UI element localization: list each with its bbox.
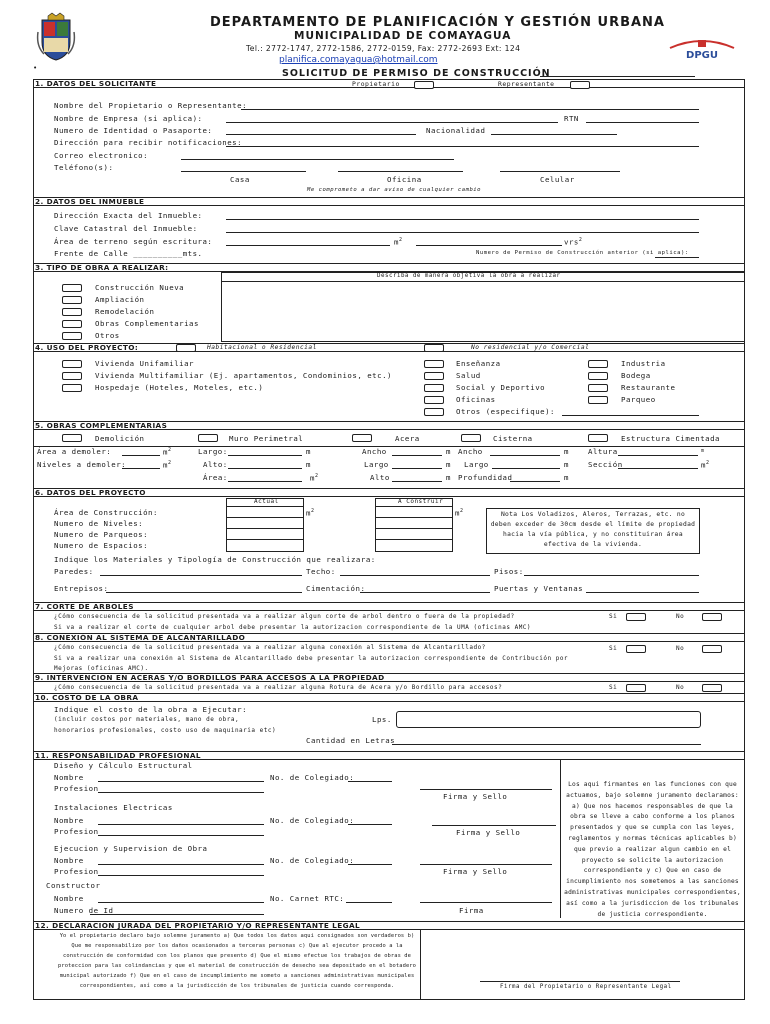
sidewalk-width-label: Ancho — [362, 447, 387, 456]
tree-question: ¿Cómo consecuencia de la solicitud presentada va a realizar algun corte de arbol dentro o fuera de la propiedad? — [54, 613, 515, 620]
section-10-header: 10. COSTO DE LA OBRA — [33, 693, 745, 702]
property-address-label: Dirección Exacta del Inmueble: — [54, 211, 203, 220]
sidewalk-width-field[interactable] — [392, 455, 442, 456]
name-label: Nombre — [54, 856, 84, 865]
foundation-height-label: Altura — [588, 447, 618, 456]
use-checkbox[interactable] — [62, 372, 82, 380]
parking-label: Numero de Parqueos: — [54, 530, 149, 539]
amount-words-field[interactable] — [392, 744, 701, 745]
use-label: Hospedaje (Hoteles, Moteles, etc.) — [95, 383, 264, 392]
commercial-label: No residencial y/o Comercial — [471, 344, 590, 351]
colegiado-label: No. de Colegiado: — [270, 856, 355, 865]
profession-label: Profesion — [54, 784, 99, 793]
cadastral-field[interactable] — [226, 232, 699, 233]
roof-label: Techo: — [306, 567, 336, 576]
profession-label: Profesion — [54, 867, 99, 876]
m-unit: m — [446, 473, 451, 482]
propietario-label: Propietario — [352, 80, 400, 88]
id-field[interactable] — [226, 134, 416, 135]
casa-label: Casa — [230, 175, 250, 184]
work-type-label: Otros — [95, 331, 120, 340]
mezzanine-label: Entrepisos: — [54, 584, 109, 593]
company-field[interactable] — [226, 122, 558, 123]
si-label: Si — [609, 613, 618, 620]
sidewalk-height-label: Alto — [370, 473, 390, 482]
use-label: Restaurante — [621, 383, 676, 392]
lps-label: Lps. — [372, 715, 392, 724]
wall-height-field[interactable] — [228, 468, 302, 469]
land-area-label: Área de terreno según escritura: — [54, 237, 213, 246]
m2-unit: $m^2$ — [701, 460, 710, 470]
rtn-field[interactable] — [586, 122, 699, 123]
demolition-label: Demolición — [95, 434, 145, 443]
owner-name-label: Nombre del Propietario o Representante: — [54, 101, 248, 110]
oficina-label: Oficina — [387, 175, 422, 184]
actual-header: Actual — [254, 498, 279, 505]
name-label: Nombre — [54, 773, 84, 782]
cost-include-1: (incluir costos por materiales, mano de obra, — [54, 716, 240, 723]
propietario-checkbox[interactable] — [414, 81, 434, 89]
colegiado-label: No. de Colegiado: — [270, 773, 355, 782]
sidewalk-length-label: Largo — [364, 460, 389, 469]
celular-label: Celular — [540, 175, 575, 184]
dpgu-logo — [664, 36, 740, 62]
doors-field[interactable] — [586, 592, 699, 593]
use-checkbox[interactable] — [424, 396, 444, 404]
m2-unit: $m^2$ — [455, 508, 464, 518]
street-front-label: Frente de Calle __________mts. — [54, 249, 203, 258]
m2-unit: $m^2$ — [163, 460, 172, 470]
section-3-header: 3. TIPO DE OBRA A REALIZAR: — [33, 263, 745, 272]
cost-amount-field[interactable] — [396, 711, 701, 728]
mezzanine-field[interactable] — [106, 592, 302, 593]
foundation-mat-label: Cimentación: — [306, 584, 366, 593]
tree-note: Si va a realizar el corte de cualquier arbol debe presentar la autorizacion correspondiente de la UMA (oficinas AMC) — [54, 624, 532, 631]
floors-label: Pisos: — [494, 567, 524, 576]
use-label: Enseñanza — [456, 359, 501, 368]
tree-no-checkbox[interactable] — [702, 613, 722, 621]
supervision-label: Ejecucion y Supervision de Obra — [54, 844, 208, 853]
owner-name-field[interactable] — [241, 109, 699, 110]
section-7-header: 7. CORTE DE ARBOLES — [33, 602, 745, 611]
form-title: SOLICITUD DE PERMISO DE CONSTRUCCIÓN — [282, 68, 551, 79]
m2-unit: $m^2$ — [394, 237, 403, 247]
cistern-width-field[interactable] — [490, 455, 560, 456]
constructor-signature-field[interactable] — [420, 902, 552, 903]
colegiado-label: No. de Colegiado: — [270, 816, 355, 825]
use-checkbox[interactable] — [424, 408, 444, 416]
cadastral-label: Clave Catastral del Inmueble: — [54, 224, 198, 233]
construction-area-label: Área de Construcción: — [54, 508, 158, 517]
phones-label: Teléfono(s): — [54, 163, 114, 172]
professional-declaration: Los aqui firmantes en las funciones con que actuamos, bajo solemne juramento declaramos: a) Que nos hacemos responsables de que la obra se lleve a cabo conforme a los planos presentados y que se cumpla con las leyes, reglamentos y normas técnicas aplicables b) que previo a realizar algun cambio en el proyecto se solicite la autorizacion correspondiente y c) Que en caso de incumplimiento nos sometemos a las sanciones administrativas municipales correspondientes, así como a la jurisdiccion de los tribunales de justicia correspondiente. — [564, 781, 741, 918]
levels-demolish-field[interactable] — [122, 468, 160, 469]
wall-area-field[interactable] — [228, 481, 302, 482]
address-field[interactable] — [226, 146, 699, 147]
previous-permit-label: Numero de Permiso de Construcción anterior (si aplica): — [476, 250, 689, 256]
phone-house-field[interactable] — [181, 171, 306, 172]
m-unit: m — [306, 460, 311, 469]
use-checkbox[interactable] — [424, 372, 444, 380]
area-demolish-field[interactable] — [122, 455, 160, 456]
structural-profession-field[interactable] — [98, 792, 264, 793]
work-type-label: Construcción Nueva — [95, 283, 185, 292]
residential-label: Habitacional o Residencial — [207, 344, 317, 351]
constructor-name-field[interactable] — [98, 902, 264, 903]
wall-length-label: Largo: — [198, 447, 228, 456]
cost-include-2: honorarios profesionales, costo uso de maquinaria etc) — [54, 727, 277, 734]
work-type-label: Ampliación — [95, 295, 145, 304]
spaces-label: Numero de Espacios: — [54, 541, 149, 550]
cistern-length-field[interactable] — [492, 468, 560, 469]
use-checkbox[interactable] — [424, 360, 444, 368]
sidewalk-yes-checkbox[interactable] — [626, 684, 646, 692]
wall-checkbox[interactable] — [198, 434, 218, 442]
section-12-header: 12. DECLARACION JURADA DEL PROPIETARIO Y/O REPRESENTANTE LEGAL — [33, 921, 745, 930]
no-label: No — [676, 684, 685, 691]
levels-label: Numero de Niveles: — [54, 519, 144, 528]
cistern-checkbox[interactable] — [461, 434, 481, 442]
municipality-title: MUNICIPALIDAD DE COMAYAGUA — [294, 30, 512, 42]
sidewalk-question: ¿Cómo consecuencia de la solicitud presentada va a realizar alguna Rotura de Acera y/o Bordillo para accesos? — [54, 684, 503, 691]
no-label: No — [676, 613, 685, 620]
use-label: Oficinas — [456, 395, 496, 404]
electrical-signature-field[interactable] — [432, 825, 556, 826]
roof-field[interactable] — [340, 575, 490, 576]
sidewalk-no-checkbox[interactable] — [702, 684, 722, 692]
foundation-height-field[interactable] — [618, 455, 698, 456]
wall-height-label: Alto: — [203, 460, 228, 469]
supervision-profession-field[interactable] — [98, 875, 264, 876]
sidewalk-length-field[interactable] — [392, 468, 442, 469]
sidewalk-checkbox[interactable] — [352, 434, 372, 442]
m-unit: m — [564, 460, 569, 469]
supervision-signature-field[interactable] — [420, 864, 552, 865]
rtn-label: RTN — [564, 114, 579, 123]
use-checkbox[interactable] — [62, 360, 82, 368]
cistern-width-label: Ancho — [458, 447, 483, 456]
foundation-section-field[interactable] — [618, 468, 698, 469]
land-area-m2-field[interactable] — [226, 245, 390, 246]
work-type-checkbox[interactable] — [62, 332, 82, 340]
si-label: Si — [609, 645, 618, 652]
structural-colegiado-field[interactable] — [348, 781, 392, 782]
supervision-name-field[interactable] — [98, 864, 264, 865]
structural-name-field[interactable] — [98, 781, 264, 782]
m-unit: m — [564, 447, 569, 456]
municipal-seal — [36, 12, 76, 62]
id-number-label: Numero de Id — [54, 906, 114, 915]
no-label: No — [676, 645, 685, 652]
m-unit: m — [446, 447, 451, 456]
nationality-label: Nacionalidad — [426, 126, 486, 135]
section-9-header: 9. INTERVENCION EN ACERAS Y/O BORDILLOS PARA ACCESOS A LA PROPIEDAD — [33, 673, 745, 682]
electrical-label: Instalaciones Electricas — [54, 803, 173, 812]
supervision-colegiado-field[interactable] — [348, 864, 392, 865]
other-use-field[interactable] — [562, 415, 699, 416]
work-description-box[interactable] — [221, 272, 745, 342]
cistern-depth-field[interactable] — [510, 481, 560, 482]
section-8-header: 8. CONEXIÓN AL SISTEMA DE ALCANTARILLADO — [33, 633, 745, 642]
company-label: Nombre de Empresa (si aplica): — [54, 114, 203, 123]
department-title: DEPARTAMENTO DE PLANIFICACIÓN Y GESTIÓN URBANA — [210, 15, 665, 30]
profession-label: Profesion — [54, 827, 99, 836]
use-checkbox[interactable] — [588, 360, 608, 368]
section-11-header: 11. RESPONSABILIDAD PROFESIONAL — [33, 751, 745, 760]
section-4-header: 4. USO DEL PROYECTO: — [33, 343, 745, 352]
constructor-id-field[interactable] — [90, 914, 264, 915]
construct-header: A Construir — [398, 498, 444, 505]
nationality-field[interactable] — [491, 134, 617, 135]
sewer-question: ¿Cómo consecuencia de la solicitud presentada va a realizar alguna conexión al Sistema de Alcantarillado? — [54, 644, 486, 651]
electrical-name-field[interactable] — [98, 824, 264, 825]
change-notice: Me comprometo a dar aviso de cualquier cambio — [307, 187, 482, 193]
previous-permit-field[interactable] — [655, 257, 699, 258]
cistern-length-label: Largo — [464, 460, 489, 469]
section-1-header: 1. DATOS DEL SOLICITANTE — [33, 79, 745, 88]
phone-line: Tel.: 2772-1747, 2772-1586, 2772-0159, Fax: 2772-2693 Ext: 124 — [246, 44, 521, 53]
signature-seal-label: Firma y Sello — [456, 828, 521, 837]
work-type-label: Remodelación — [95, 307, 155, 316]
use-checkbox[interactable] — [588, 372, 608, 380]
constructor-rtc-field[interactable] — [346, 902, 392, 903]
tree-yes-checkbox[interactable] — [626, 613, 646, 621]
electrical-profession-field[interactable] — [98, 835, 264, 836]
use-checkbox[interactable] — [588, 384, 608, 392]
commercial-checkbox[interactable] — [424, 344, 444, 352]
use-label: Bodega — [621, 371, 651, 380]
m-unit: m — [446, 460, 451, 469]
address-label: Dirección para recibir notificaciones: — [54, 138, 243, 147]
foundation-section-label: Sección — [588, 460, 623, 469]
sidewalk-label: Acera — [395, 434, 420, 443]
phone-cell-field[interactable] — [500, 171, 620, 172]
structural-signature-field[interactable] — [420, 789, 552, 790]
residential-checkbox[interactable] — [176, 344, 196, 352]
floors-field[interactable] — [524, 575, 699, 576]
use-label: Industria — [621, 359, 666, 368]
materials-label: Indique los Materiales y Tipología de Construcción que realizara: — [54, 555, 376, 564]
signature-seal-label: Firma y Sello — [443, 792, 508, 801]
sewer-no-checkbox[interactable] — [702, 645, 722, 653]
use-label: Vivienda Multifamiliar (Ej. apartamentos, Condominios, etc.) — [95, 371, 392, 380]
levels-demolish-label: Niveles a demoler: — [37, 460, 127, 469]
signature-label: Firma — [459, 906, 484, 915]
m-unit: m — [564, 473, 569, 482]
sewer-yes-checkbox[interactable] — [626, 645, 646, 653]
work-type-checkbox[interactable] — [62, 296, 82, 304]
area-demolish-label: Área a demoler: — [37, 447, 112, 456]
rtc-label: No. Carnet RTC: — [270, 894, 345, 903]
signature-seal-label: Firma y Sello — [443, 867, 508, 876]
work-type-checkbox[interactable] — [62, 284, 82, 292]
m2-unit: $m^2$ — [163, 447, 172, 457]
email-label: Correo electronico: — [54, 151, 149, 160]
cistern-label: Cisterna — [493, 434, 533, 443]
sewer-note: Si va a realizar una conexión al Sistema de Alcantarillado debe presentar la autorizacion correspondiente de Contribución por — [54, 655, 569, 662]
constructor-label: Constructor — [46, 881, 101, 890]
cost-label: Indique el costo de la obra a Ejecutar: — [54, 705, 248, 714]
si-label: Si — [609, 684, 618, 691]
m-unit: m — [701, 448, 705, 454]
demolition-checkbox[interactable] — [62, 434, 82, 442]
walls-label: Paredes: — [54, 567, 94, 576]
email-link[interactable]: planifica.comayagua@hotmail.com — [279, 55, 438, 65]
email-field[interactable] — [181, 159, 454, 160]
m2-unit: $m^2$ — [310, 473, 319, 483]
wall-label: Muro Perimetral — [229, 434, 304, 443]
representante-label: Representante — [498, 80, 555, 88]
foundation-checkbox[interactable] — [588, 434, 608, 442]
wall-length-field[interactable] — [228, 455, 302, 456]
name-label: Nombre — [54, 894, 84, 903]
phone-office-field[interactable] — [338, 171, 463, 172]
work-description-hint: Describa de manera objetiva la obra a realizar — [377, 273, 561, 279]
use-label: Otros (especifique): — [456, 407, 555, 416]
land-area-vrs-field[interactable] — [416, 245, 562, 246]
foundation-label: Estructura Cimentada — [621, 434, 720, 443]
use-checkbox[interactable] — [588, 396, 608, 404]
work-type-label: Obras Complementarias — [95, 319, 199, 328]
section-6-header: 6. DATOS DEL PROYECTO — [33, 488, 745, 497]
doors-label: Puertas y Ventanas — [494, 584, 584, 593]
owner-signature-field[interactable] — [480, 981, 680, 982]
svg-text:DPGU: DPGU — [686, 50, 718, 61]
use-checkbox[interactable] — [62, 384, 82, 392]
sidewalk-height-field[interactable] — [392, 481, 442, 482]
wall-area-label: Área: — [203, 473, 228, 482]
work-type-checkbox[interactable] — [62, 308, 82, 316]
vrs-unit: vrs$^2$ — [564, 237, 583, 247]
sewer-note-2: Mejoras (oficinas AMC). — [54, 665, 149, 672]
work-type-checkbox[interactable] — [62, 320, 82, 328]
section-5-header: 5. OBRAS COMPLEMENTARIAS — [33, 421, 745, 430]
name-label: Nombre — [54, 816, 84, 825]
use-label: Salud — [456, 371, 481, 380]
overhang-note: Nota Los Voladizos, Aleros, Terrazas, etc. no deben exceder de 30cm desde el límite de propiedad hacia la vía pública, y no constituiran área efectiva de la vivienda. — [490, 511, 696, 548]
foundation-mat-field[interactable] — [360, 592, 490, 593]
walls-field[interactable] — [100, 575, 302, 576]
owner-declaration: Yo el propietario declaro bajo solemne juramento a) Que todos los datos aqui consignados son verdaderos b) Que me responsabilizo por los daños ocasionados a terceras personas c) Que al ejecutor procedo a la construcción de conformidad con los planos que presento d) Que el mismo efectue los trabajos de obras de proteccion para las colindancias y que el material de construcción de desecho sea depositado en el botadero municipal autorizado f) Que en el caso de incumplimiento me someto a sanciones administrativas municipales correspondientes, así como a la jurisdicción de los tribunales de justicia cuando corresponda. — [58, 933, 416, 989]
property-address-field[interactable] — [226, 219, 699, 220]
use-checkbox[interactable] — [424, 384, 444, 392]
cistern-depth-label: Profundidad — [458, 473, 513, 482]
amount-words-label: Cantidad en Letras — [306, 736, 396, 745]
use-label: Social y Deportivo — [456, 383, 546, 392]
structural-label: Diseño y Cálculo Estructural — [54, 761, 193, 770]
owner-signature-label: Firma del Propietario o Representante Legal — [500, 984, 672, 990]
use-label: Vivienda Unifamiliar — [95, 359, 194, 368]
m-unit: m — [306, 447, 311, 456]
id-label: Numero de Identidad o Pasaporte: — [54, 126, 213, 135]
section-2-header: 2. DATOS DEL INMUEBLE — [33, 197, 745, 206]
electrical-colegiado-field[interactable] — [348, 824, 392, 825]
use-label: Parqueo — [621, 395, 656, 404]
m2-unit: $m^2$ — [306, 508, 315, 518]
representante-checkbox[interactable] — [570, 81, 590, 89]
